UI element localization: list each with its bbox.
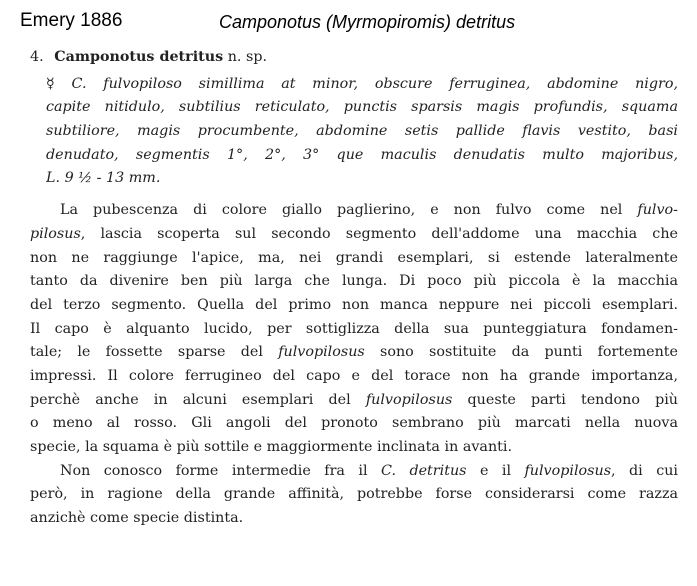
text-run: , lascia scoperta sul secondo segmento dell'addome una macchia che xyxy=(80,225,678,242)
text-run: non ne raggiunge l'apice, ma, nei grandi esemplari, si estende lateralmente xyxy=(30,249,678,266)
text-run: La pubescenza di colore giallo paglierino, e non fulvo come nel xyxy=(60,202,638,219)
italic-term: fulvopilosus xyxy=(278,344,365,361)
text-line xyxy=(30,389,678,413)
text-run: specie, la squama è più sottile e maggiormente inclinata in avanti. xyxy=(30,439,513,455)
text-run: o meno al rosso. Gli angoli del pronoto sembrano più marcati nella nuova xyxy=(30,415,678,432)
diagnosis-line: denudato, segmentis 1°, 2°, 3° que maculis denudatis multo majoribus, xyxy=(46,146,678,163)
paragraph-description xyxy=(30,199,678,460)
italic-term: C. detritus xyxy=(381,462,467,479)
italic-term: fulvopilosus xyxy=(524,462,612,479)
text-line xyxy=(30,247,678,271)
text-run: e il xyxy=(466,462,525,479)
text-run: tale; le fossette sparse del xyxy=(30,344,279,361)
diagnosis-line: ☿ C. fulvopiloso simillima at minor, obscure ferruginea, abdomine nigro, xyxy=(46,75,678,92)
text-run: però, in ragione della grande affinità, potrebbe forse considerarsi come razza xyxy=(30,486,678,503)
text-line xyxy=(30,341,678,365)
text-run: anzichè come specie distinta. xyxy=(30,510,244,527)
italic-term: fulvopilosus xyxy=(365,391,453,408)
text-run: del terzo segmento. Quella del primo non manca neppure nei piccoli esemplari. xyxy=(30,296,678,313)
text-line xyxy=(30,483,678,507)
text-line xyxy=(30,294,678,318)
text-run: queste parti tendono più xyxy=(452,391,678,408)
diagnosis-line: subtiliore, magis procumbente, abdomine setis pallide flavis vestito, basi xyxy=(46,123,678,140)
text-run: sono sostituite da punti fortemente xyxy=(364,344,678,361)
text-run: Il capo è alquanto lucido, per sottiglizza della sua punteggiatura fondamen- xyxy=(30,320,678,337)
text-line xyxy=(30,199,678,223)
text-run: perchè anche in alcuni esemplari del xyxy=(30,391,366,408)
species-name: Camponotus detritus xyxy=(54,49,224,65)
header-author: Emery 1886 xyxy=(20,10,123,31)
italic-term: pilosus xyxy=(30,225,81,242)
text-run: impressi. Il colore ferrugineo del capo e del torace non ha grande importanza, xyxy=(30,367,678,384)
text-run: tanto da divenire ben più larga che lunga. Di poco più piccola è la macchia xyxy=(30,273,678,290)
text-line xyxy=(30,223,678,247)
text-line xyxy=(30,507,678,531)
text-run: , di cui xyxy=(611,462,678,479)
species-number: 4. xyxy=(30,49,44,65)
scanned-page xyxy=(30,46,678,531)
text-line xyxy=(30,318,678,342)
diagnosis-line: capite nitidulo, subtilius reticulato, punctis sparsis magis profundis, squama xyxy=(46,99,678,116)
text-line xyxy=(30,436,678,460)
text-line xyxy=(30,270,678,294)
diagnosis xyxy=(30,73,678,191)
text-line xyxy=(30,412,678,436)
paragraph-comparison xyxy=(30,460,678,531)
species-title xyxy=(30,46,678,70)
diagnosis-line: L. 9 ½ - 13 mm. xyxy=(46,170,161,187)
header-taxon: Camponotus (Myrmopiromis) detritus xyxy=(219,12,516,32)
text-line xyxy=(30,365,678,389)
italic-term: fulvo- xyxy=(637,202,678,219)
text-run: Non conosco forme intermedie fra il xyxy=(60,462,382,479)
species-suffix: n. sp. xyxy=(227,49,268,65)
text-line xyxy=(30,460,678,484)
